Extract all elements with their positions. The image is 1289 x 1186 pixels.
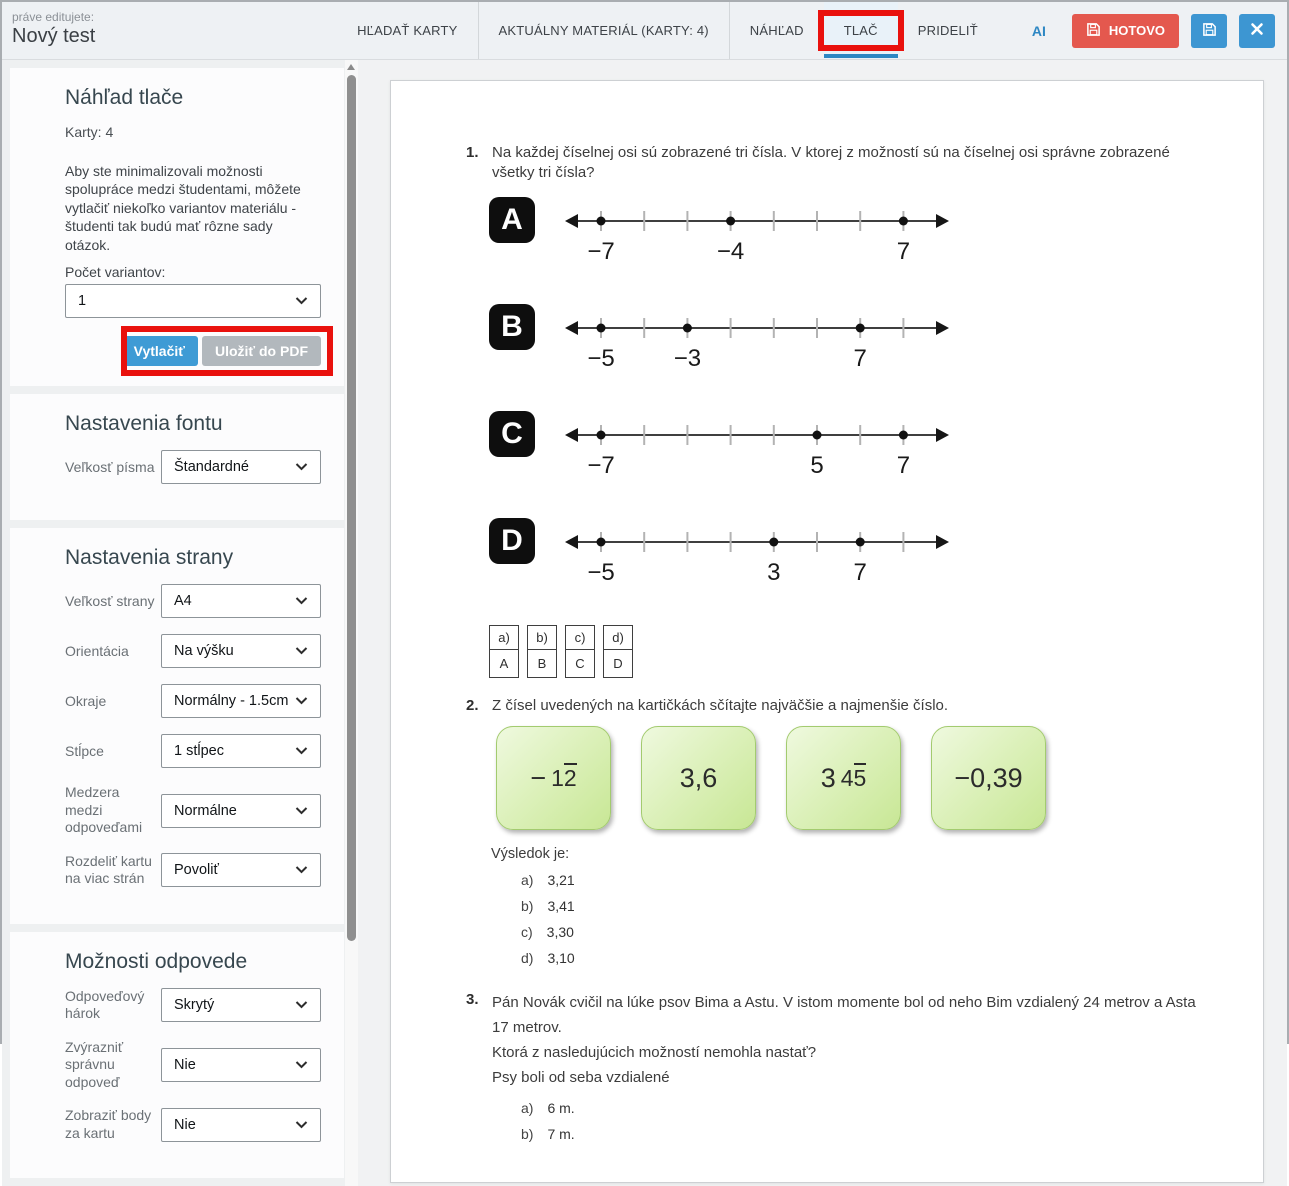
tab-search-cards[interactable] (337, 2, 477, 59)
chevron-down-icon (295, 747, 308, 755)
variants-select[interactable] (65, 284, 321, 318)
answer-key-option: d) (604, 626, 632, 650)
question-text-line: Pán Novák cvičil na lúke psov Bima a Astu. V istom momente bol od neho Bim vzdialený 24 metrov a Asta 17 metrov. (492, 994, 1196, 1036)
header (2, 2, 1287, 60)
close-button[interactable] (1239, 14, 1275, 48)
chevron-down-icon (295, 1001, 308, 1009)
question-number: 2. (466, 697, 479, 714)
font-settings-section (10, 394, 344, 520)
answer-setting-select-value: Nie (174, 1116, 196, 1133)
number-line-graphic (561, 197, 961, 269)
answer-option-letter: b) (521, 1126, 534, 1142)
question-text-line: Ktorá z nasledujúcich možností nemohla nastať? (492, 1044, 817, 1061)
tab-preview[interactable] (730, 2, 824, 59)
svg-text:−5: −5 (587, 345, 615, 372)
question-number: 1. (466, 144, 479, 161)
number-card (931, 726, 1046, 830)
title-block (2, 2, 252, 59)
option-letter-badge: C (489, 411, 535, 457)
done-button[interactable] (1072, 14, 1179, 48)
print-preview-title: Náhľad tlače (65, 86, 184, 109)
variants-label: Počet variantov: (65, 264, 166, 281)
card-value: 3,6 (679, 762, 718, 793)
fraction-numerator: 1 (551, 764, 564, 791)
answer-option (521, 898, 1203, 914)
answer-option-letter: a) (521, 872, 534, 888)
save-button[interactable] (1191, 14, 1227, 48)
tab-label: HĽADAŤ KARTY (357, 23, 458, 38)
answer-key-box (565, 625, 595, 678)
page-setting-select-value: 1 stĺpec (174, 743, 224, 760)
option-letter-badge: B (489, 304, 535, 350)
number-card (786, 726, 901, 830)
page-setting-select[interactable] (161, 634, 321, 668)
answer-setting-select[interactable] (161, 1048, 321, 1082)
page-setting-row (65, 734, 321, 768)
question-1 (466, 143, 1203, 678)
svg-text:7: 7 (853, 345, 867, 372)
answer-key-value: D (613, 656, 623, 671)
answer-option (521, 950, 1203, 966)
page-setting-label: Okraje (65, 692, 107, 709)
answer-options-title: Možnosti odpovede (65, 949, 248, 973)
font-setting-label: Veľkosť písma (65, 458, 155, 475)
editing-label: práve editujete: (12, 10, 95, 24)
answer-option-letter: d) (521, 950, 534, 966)
font-setting-select[interactable] (161, 450, 321, 484)
chevron-down-icon (295, 807, 308, 815)
question-number: 3. (466, 991, 479, 1008)
question-2 (466, 696, 1203, 966)
answer-setting-select[interactable] (161, 1108, 321, 1142)
page-setting-select[interactable] (161, 794, 321, 828)
fraction-denominator: 5 (853, 764, 867, 791)
answer-key-value: C (575, 656, 585, 671)
answer-setting-label: Odpoveďový hárok (65, 987, 145, 1022)
font-setting-row (65, 450, 321, 484)
number-line-option-A (489, 197, 1203, 269)
answer-setting-select-value: Nie (174, 1057, 196, 1074)
number-line-graphic (561, 411, 961, 483)
tab-label: PRIDELIŤ (917, 23, 978, 38)
answer-key-value: A (499, 656, 509, 671)
answer-key-box (527, 625, 557, 678)
card-value: −0,39 (954, 762, 1023, 793)
answer-option-letter: c) (521, 924, 533, 940)
fraction-denominator: 2 (563, 764, 577, 791)
chevron-down-icon (295, 866, 308, 874)
chevron-down-icon (295, 597, 308, 605)
page-setting-row (65, 853, 321, 888)
header-actions (998, 2, 1287, 59)
svg-text:−7: −7 (587, 452, 615, 479)
number-line-option-B (489, 304, 1203, 376)
answer-option (521, 872, 1203, 888)
page-setting-label: Veľkosť strany (65, 592, 155, 609)
done-button-label: HOTOVO (1108, 23, 1165, 38)
card-fraction (551, 766, 577, 790)
page-setting-row (65, 634, 321, 668)
svg-text:7: 7 (853, 559, 867, 586)
document-page (390, 80, 1264, 1183)
answer-setting-select-value: Skrytý (174, 997, 215, 1014)
number-line-option-C (489, 411, 1203, 483)
option-letter-badge: A (489, 197, 535, 243)
svg-text:7: 7 (896, 238, 911, 265)
svg-text:−5: −5 (587, 559, 615, 586)
answer-option-letter: b) (521, 898, 534, 914)
variants-select-value: 1 (78, 293, 87, 310)
tab-print[interactable] (824, 2, 898, 59)
page-setting-row (65, 684, 321, 718)
answer-options-section (10, 932, 344, 1179)
page-setting-row (65, 784, 321, 837)
answer-setting-select[interactable] (161, 988, 321, 1022)
print-preview-area (358, 60, 1287, 1186)
font-settings-title: Nastavenia fontu (65, 412, 223, 436)
tab-assign[interactable] (898, 2, 998, 59)
card-sign: − (530, 762, 547, 793)
page-setting-select-value: Normálne (174, 802, 237, 819)
sidebar (2, 60, 358, 1186)
answer-setting-row (65, 1039, 321, 1092)
sidebar-scrollbar[interactable] (345, 60, 358, 1186)
number-cards-row (496, 726, 1203, 830)
chevron-down-icon (295, 463, 308, 471)
cards-count: Karty: 4 (65, 124, 114, 140)
answer-key-option: c) (566, 626, 594, 650)
answer-option (521, 1126, 1203, 1142)
answer-option-value: 3,41 (547, 898, 575, 914)
page-setting-label: Rozdeliť kartu na viac strán (65, 852, 152, 887)
question-text: Na každej číselnej osi sú zobrazené tri čísla. V ktorej z možností sú na číselnej osi správne zobrazené všetky tri čísla? (492, 144, 1170, 181)
answer-setting-row (65, 988, 321, 1023)
page-setting-select-value: Na výšku (174, 643, 234, 660)
answer-setting-row (65, 1107, 321, 1142)
chevron-down-icon (295, 297, 308, 305)
print-buttons-row (65, 336, 321, 366)
svg-text:5: 5 (810, 452, 824, 479)
question-subtext: Psy boli od seba vzdialené (492, 1069, 670, 1086)
chevron-down-icon (295, 1121, 308, 1129)
chevron-down-icon (295, 647, 308, 655)
answer-key-option: a) (490, 626, 518, 650)
question-text: Z čísel uvedených na kartičkách sčítajte najväčšie a najmenšie číslo. (492, 697, 949, 714)
page-setting-label: Stĺpce (65, 742, 104, 759)
option-letter-badge: D (489, 518, 535, 564)
question-3 (466, 990, 1203, 1142)
number-card (496, 726, 611, 830)
card-whole: 3 (820, 762, 836, 793)
page-setting-select[interactable] (161, 684, 321, 718)
page-setting-select-value: Normálny - 1.5cm (174, 693, 289, 710)
page-setting-select[interactable] (161, 853, 321, 887)
header-tabs (337, 2, 998, 59)
chevron-down-icon (295, 1061, 308, 1069)
number-line-option-D (489, 518, 1203, 590)
triangle-up-icon[interactable] (347, 64, 355, 70)
answer-key-boxes (489, 625, 1203, 678)
ai-button[interactable]: AI (1031, 22, 1046, 39)
page-setting-select-value: A4 (174, 593, 192, 610)
answer-key-box (603, 625, 633, 678)
tab-label: AKTUÁLNY MATERIÁL (KARTY: 4) (498, 23, 709, 38)
answer-key-box (489, 625, 519, 678)
answer-option-value: 3,30 (546, 924, 574, 940)
page-settings-section (10, 528, 344, 924)
svg-text:7: 7 (896, 452, 911, 479)
font-setting-select-value: Štandardné (174, 459, 249, 476)
chevron-down-icon (295, 697, 308, 705)
page-setting-label: Medzera medzi odpoveďami (65, 784, 143, 836)
answer-option-value: 6 m. (547, 1100, 575, 1116)
question-text (492, 990, 1203, 1065)
svg-text:−7: −7 (587, 238, 615, 265)
save-pdf-button[interactable]: Uložiť do PDF (202, 336, 321, 366)
answer-option (521, 924, 1203, 940)
answer-option-value: 7 m. (547, 1126, 575, 1142)
document-title: Nový test (12, 25, 96, 47)
number-line-graphic (561, 518, 961, 590)
answer-option-value: 3,10 (547, 950, 575, 966)
answer-option-value: 3,21 (547, 872, 575, 888)
close-icon (1251, 23, 1263, 38)
svg-text:−3: −3 (673, 345, 702, 372)
tab-label: TLAČ (843, 23, 878, 38)
answer-setting-label: Zvýrazniť správnu odpoveď (65, 1038, 124, 1090)
page-settings-title: Nastavenia strany (65, 546, 234, 570)
tab-current-material[interactable] (478, 2, 730, 59)
answer-option (521, 1100, 1203, 1116)
page-setting-select[interactable] (161, 734, 321, 768)
variants-description: Aby ste minimalizovali možnosti spolupráce medzi študentami, môžete vytlačiť niekoľko variantov materiálu - študenti tak budú mať rôzne sady otázok. (65, 163, 301, 253)
fraction-numerator: 4 (840, 764, 854, 791)
answer-key-option: b) (528, 626, 556, 650)
number-line-graphic (561, 304, 961, 376)
floppy-icon (1202, 22, 1217, 40)
result-label: Výsledok je: (491, 846, 570, 862)
tab-label: NÁHĽAD (749, 23, 804, 38)
scrollbar-thumb[interactable] (347, 75, 356, 941)
card-fraction (841, 766, 867, 790)
svg-text:3: 3 (767, 559, 781, 586)
page-setting-select-value: Povoliť (174, 862, 219, 879)
answer-option-letter: a) (521, 1100, 534, 1116)
answer-key-value: B (537, 656, 547, 671)
floppy-icon (1086, 22, 1101, 40)
print-button[interactable]: Vytlačiť (121, 336, 198, 366)
answer-setting-label: Zobraziť body za kartu (65, 1107, 152, 1141)
print-preview-section (10, 68, 344, 386)
svg-text:−4: −4 (716, 238, 745, 265)
page-setting-select[interactable] (161, 584, 321, 618)
page-setting-row (65, 584, 321, 618)
number-card (641, 726, 756, 830)
page-setting-label: Orientácia (65, 642, 129, 659)
